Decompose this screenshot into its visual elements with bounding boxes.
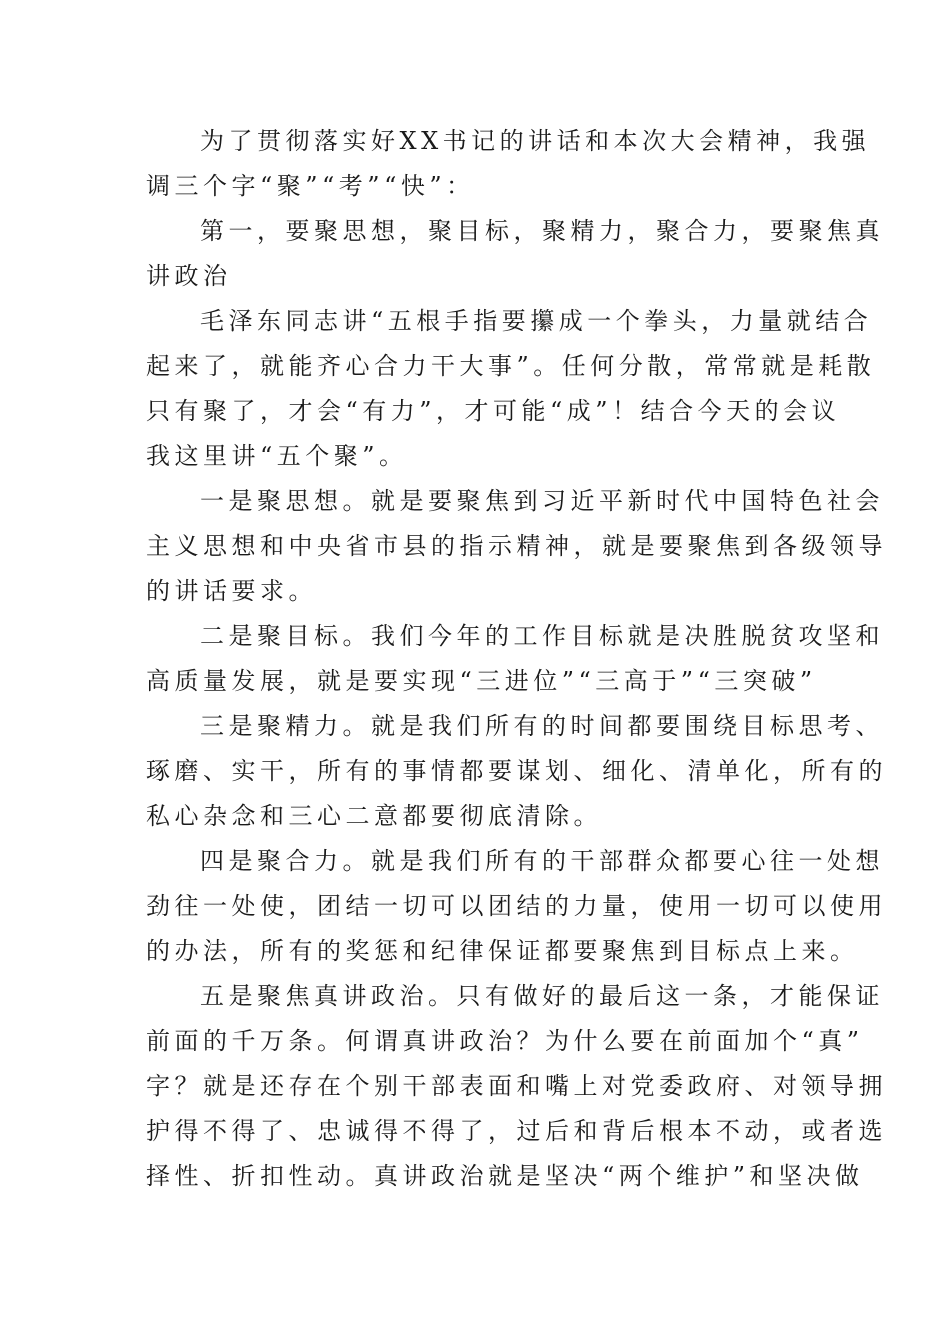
text-line: 第一，要聚思想，聚目标，聚精力，聚合力，要聚焦真 — [200, 217, 884, 245]
text-line: 私心杂念和三心二意都要彻底清除。 — [146, 802, 602, 830]
text-line: 为了贯彻落实好XX书记的讲话和本次大会精神，我强 — [200, 127, 871, 155]
text-line: 二是聚目标。我们今年的工作目标就是决胜脱贫攻坚和 — [200, 622, 884, 650]
text-line: 调三个字“聚”“考”“快”： — [146, 172, 475, 200]
text-line: 劲往一处使，团结一切可以团结的力量，使用一切可以使用 — [146, 892, 887, 920]
text-line: 高质量发展，就是要实现“三进位”“三高于”“三突破” — [146, 667, 817, 695]
paragraph-point-5 — [146, 974, 887, 1199]
text-line: 四是聚合力。就是我们所有的干部群众都要心往一处想 — [200, 847, 884, 875]
text-line: 琢磨、实干，所有的事情都要谋划、细化、清单化，所有的 — [146, 757, 887, 785]
document-body — [146, 119, 887, 1199]
text-line: 三是聚精力。就是我们所有的时间都要围绕目标思考、 — [200, 712, 884, 740]
text-line: 前面的千万条。何谓真讲政治？为什么要在前面加个“真” — [146, 1027, 864, 1055]
text-line: 择性、折扣性动。真讲政治就是坚决“两个维护”和坚决做 — [146, 1162, 864, 1190]
text-line: 五是聚焦真讲政治。只有做好的最后这一条，才能保证 — [200, 982, 884, 1010]
text-line: 毛泽东同志讲“五根手指要攥成一个拳头，力量就结合 — [200, 307, 873, 335]
paragraph-intro — [146, 119, 871, 209]
text-line: 主义思想和中央省市县的指示精神，就是要聚焦到各级领导 — [146, 532, 887, 560]
paragraph-point-2 — [146, 614, 884, 704]
text-line: 只有聚了，才会“有力”，才可能“成”！结合今天的会议 — [146, 397, 841, 425]
text-line: 的办法，所有的奖惩和纪律保证都要聚焦到目标点上来。 — [146, 937, 859, 965]
text-line: 字？就是还存在个别干部表面和嘴上对党委政府、对领导拥 — [146, 1072, 887, 1100]
text-line: 讲政治 — [146, 262, 232, 290]
paragraph-point-1 — [146, 479, 887, 614]
text-line: 护得不得了、忠诚得不得了，过后和背后根本不动，或者选 — [146, 1117, 887, 1145]
paragraph-point-4 — [146, 839, 887, 974]
paragraph-mao-quote — [146, 299, 876, 479]
paragraph-point-3 — [146, 704, 887, 839]
text-line: 一是聚思想。就是要聚焦到习近平新时代中国特色社会 — [200, 487, 884, 515]
text-line: 我这里讲“五个聚”。 — [146, 442, 408, 470]
text-line: 的讲话要求。 — [146, 577, 317, 605]
paragraph-heading-1 — [146, 209, 884, 299]
text-line: 起来了，就能齐心合力干大事”。任何分散，常常就是耗散 — [146, 352, 876, 380]
